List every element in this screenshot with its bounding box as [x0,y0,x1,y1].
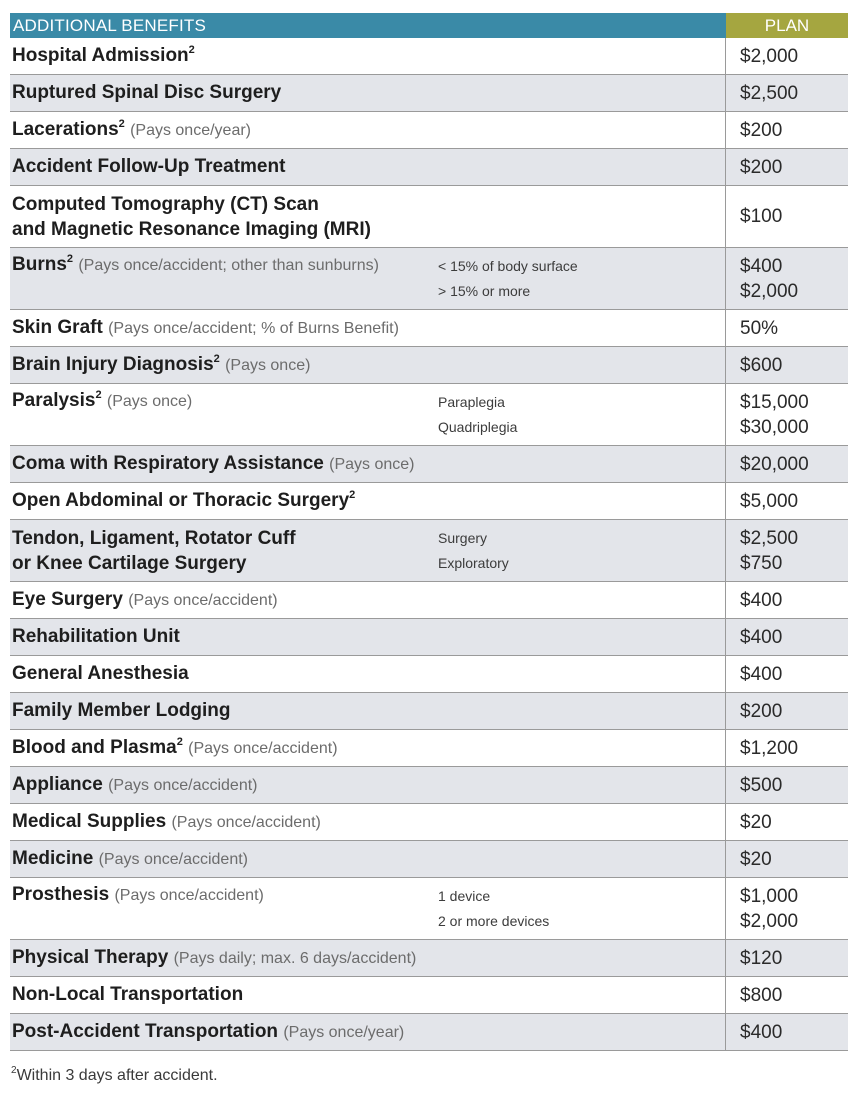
benefit-cell [10,693,726,729]
benefit-sublabels [438,254,578,304]
benefit-name: Appliance [12,774,103,795]
benefit-note: (Pays once/year) [130,122,251,139]
footnote-ref: 2 [95,389,102,401]
benefit-note: (Pays once/accident) [114,887,264,904]
table-row [10,149,848,186]
plan-value: $2,000 [740,280,799,302]
plan-cell [726,384,848,445]
footnote-mark: 2 [11,1065,17,1076]
table-row [10,656,848,693]
benefit-cell [10,1014,726,1050]
benefit-name: Brain Injury Diagnosis [12,354,214,375]
benefit-note: (Pays once) [329,456,415,473]
plan-value: 50% [740,317,779,339]
benefit-name: Eye Surgery [12,589,123,610]
plan-cell [726,347,848,383]
plan-value: $200 [740,156,783,178]
plan-value: $120 [740,947,783,969]
table-row [10,310,848,347]
benefit-sublabel: Quadriplegia [438,419,518,435]
benefit-cell [10,347,726,383]
benefit-cell [10,841,726,877]
plan-cell [726,804,848,840]
benefit-label [12,317,399,339]
benefit-name: Rehabilitation Unit [12,626,180,647]
plan-cell [726,248,848,309]
benefit-name: Skin Graft [12,317,103,338]
benefit-sublabel: < 15% of body surface [438,258,578,274]
table-row [10,767,848,804]
plan-cell [726,446,848,482]
plan-cell [726,483,848,519]
footnote-ref: 2 [188,44,195,56]
table-row [10,940,848,977]
plan-value: $30,000 [740,416,809,438]
benefit-sublabel: 2 or more devices [438,913,550,929]
plan-value: $400 [740,255,783,277]
plan-value: $100 [740,206,783,227]
benefit-note: (Pays once) [106,393,193,410]
benefit-note: (Pays once/accident; other than sunburns) [78,257,379,274]
benefit-sublabel: Exploratory [438,555,509,571]
benefit-label [12,119,251,141]
benefit-cell [10,520,726,581]
table-row [10,248,848,310]
benefits-table [10,13,848,1051]
benefit-note: (Pays once/accident) [108,777,258,794]
plan-value: $20 [740,811,772,833]
benefit-name: Prosthesis [12,884,110,905]
benefit-name: Open Abdominal or Thoracic Surgery [12,490,350,511]
table-row [10,619,848,656]
benefit-cell [10,384,726,445]
plan-cell [726,75,848,111]
table-row [10,520,848,582]
plan-value: $200 [740,700,783,722]
benefit-cell [10,112,726,148]
benefit-sublabel: Paraplegia [438,394,505,410]
benefit-name: Accident Follow-Up Treatment [12,156,286,177]
benefit-label [12,490,355,512]
benefit-label [12,848,248,870]
benefit-name: Blood and Plasma [12,737,177,758]
plan-value: $200 [740,119,783,141]
plan-cell [726,582,848,618]
benefit-label [12,354,310,376]
benefit-cell [10,38,726,74]
plan-value: $2,000 [740,45,799,67]
benefit-cell [10,75,726,111]
benefit-cell [10,767,726,803]
table-header [10,13,848,38]
benefit-label [12,589,278,611]
benefit-label [12,45,195,67]
benefit-label [12,700,231,722]
header-title: ADDITIONAL BENEFITS [10,13,726,38]
table-row [10,841,848,878]
benefit-cell [10,619,726,655]
benefit-note: (Pays daily; max. 6 days/accident) [173,950,417,967]
plan-value: $20,000 [740,453,809,475]
plan-cell [726,841,848,877]
benefit-name: Non-Local Transportation [12,984,244,1005]
benefit-label [12,254,379,276]
benefit-cell [10,878,726,939]
plan-cell [726,38,848,74]
benefit-note: (Pays once/accident) [98,851,248,868]
table-row [10,582,848,619]
benefit-label [12,663,189,685]
table-row [10,75,848,112]
benefit-label [12,156,285,178]
plan-value: $2,500 [740,82,799,104]
benefit-name: Family Member Lodging [12,700,231,721]
benefit-name: Coma with Respiratory Assistance [12,453,324,474]
footnote-ref: 2 [176,736,183,748]
benefit-note: (Pays once/accident; % of Burns Benefit) [108,320,399,337]
benefit-label [12,984,243,1006]
table-row [10,38,848,75]
benefit-label [12,737,338,759]
benefit-note: (Pays once/year) [283,1024,405,1041]
benefit-label [12,774,258,796]
plan-cell [726,1014,848,1050]
benefit-label [12,453,415,475]
benefit-cell [10,310,726,346]
benefit-label [12,811,321,833]
plan-cell [726,878,848,939]
footnote [11,1067,218,1085]
benefit-name: General Anesthesia [12,663,189,684]
benefit-label [12,390,192,412]
plan-cell [726,112,848,148]
benefit-cell [10,248,726,309]
plan-value: $400 [740,663,783,685]
benefit-cell [10,656,726,692]
plan-value: $750 [740,552,783,574]
header-plan: PLAN [726,13,848,38]
plan-cell [726,656,848,692]
benefit-sublabel: 1 device [438,888,491,904]
footnote-ref: 2 [213,353,220,365]
table-row [10,878,848,940]
plan-value: $600 [740,354,783,376]
benefit-name: Medicine [12,848,94,869]
benefit-note: (Pays once/accident) [171,814,321,831]
benefit-sublabels [438,390,517,440]
benefit-label [12,82,281,104]
table-row [10,977,848,1014]
benefit-name: Post-Accident Transportation [12,1021,279,1042]
footnote-text: Within 3 days after accident. [16,1067,218,1084]
plan-cell [726,186,848,247]
plan-value: $2,000 [740,910,799,932]
plan-cell [726,693,848,729]
benefit-cell [10,804,726,840]
benefit-name: Burns [12,254,67,275]
benefit-name: Hospital Admission [12,45,189,66]
table-row [10,804,848,841]
benefit-cell [10,149,726,185]
benefit-cell [10,446,726,482]
plan-value: $400 [740,1021,783,1043]
benefit-sublabels [438,526,509,576]
plan-value: $400 [740,626,783,648]
plan-cell [726,520,848,581]
footnote-ref: 2 [349,489,356,501]
table-row [10,730,848,767]
benefit-cell [10,483,726,519]
benefit-note: (Pays once) [225,357,311,374]
footnote-ref: 2 [118,118,125,130]
plan-cell [726,149,848,185]
plan-value: $2,500 [740,527,799,549]
benefit-name: Medical Supplies [12,811,167,832]
benefit-sublabels [438,884,549,934]
plan-cell [726,940,848,976]
benefit-cell [10,940,726,976]
benefit-name: Ruptured Spinal Disc Surgery [12,82,282,103]
plan-cell [726,310,848,346]
table-row [10,1014,848,1051]
table-row [10,446,848,483]
benefit-label [12,1021,404,1043]
plan-value: $20 [740,848,772,870]
plan-cell [726,977,848,1013]
plan-value: $15,000 [740,391,809,413]
benefit-name: Lacerations [12,119,119,140]
benefit-cell [10,186,726,247]
benefit-name: Paralysis [12,390,96,411]
plan-value: $1,000 [740,885,799,907]
table-row [10,693,848,730]
plan-value: $5,000 [740,490,799,512]
table-row [10,112,848,149]
benefit-name-line: and Magnetic Resonance Imaging (MRI) [12,218,371,240]
benefit-cell [10,582,726,618]
benefit-cell [10,730,726,766]
benefit-sublabel: Surgery [438,530,488,546]
plan-cell [726,730,848,766]
benefit-name-line: Tendon, Ligament, Rotator Cuff [12,527,296,549]
benefit-name: Physical Therapy [12,947,169,968]
benefit-label [12,947,416,969]
benefit-sublabel: > 15% or more [438,283,531,299]
plan-value: $800 [740,984,783,1006]
table-row [10,186,848,248]
plan-cell [726,619,848,655]
plan-value: $500 [740,774,783,796]
plan-cell [726,767,848,803]
benefit-name-line: or Knee Cartilage Surgery [12,552,247,574]
benefit-label [12,884,264,906]
benefit-cell [10,977,726,1013]
plan-value: $1,200 [740,737,799,759]
table-body [10,38,848,1051]
table-row [10,347,848,384]
benefit-note: (Pays once/accident) [128,592,278,609]
footnote-ref: 2 [66,253,74,265]
table-row [10,483,848,520]
benefit-label [12,626,180,648]
benefit-name-line: Computed Tomography (CT) Scan [12,193,319,215]
table-row [10,384,848,446]
plan-value: $400 [740,589,783,611]
benefit-note: (Pays once/accident) [188,740,338,757]
